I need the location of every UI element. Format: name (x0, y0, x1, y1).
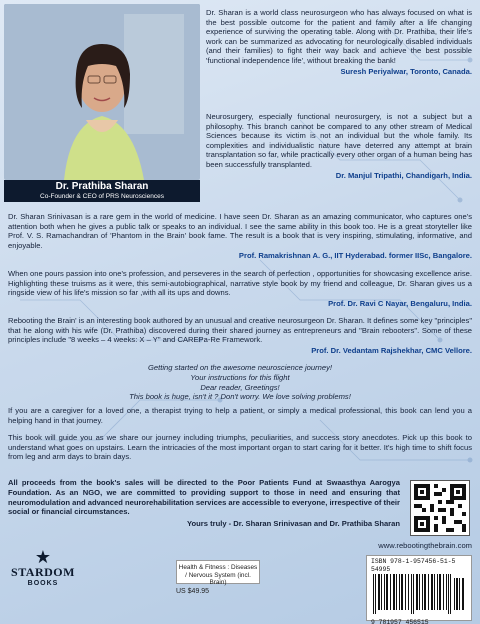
testimonial-text: When one pours passion into one's profession, and perseveres in the search of perfection , opportunities for showcasing excellence arise. Highlighting these truisms as it were, this semi-autobiographical, narrative style book by my friend and colleague, Dr. Sharan gives us a ringside view of his life's mission so far ,with all its ups and downs. (8, 269, 472, 298)
proceeds-text: All proceeds from the book's sales will be directed to the Poor Patients Fund at Swaasthya Aarogya Foundation. As an NGO, we are committed to providing support to those in need and ensuring that neuromodulation and advanced neurorehabilitation services are accessible to everyone, irrespective of their social or financial circumstances. (8, 478, 400, 517)
website-link[interactable]: www.rebootingthebrain.com (378, 541, 472, 550)
proceeds-notice (8, 478, 400, 538)
barcode-digits: 9 781957 456515 (371, 619, 429, 624)
isbn (371, 558, 467, 574)
intro-lines (20, 363, 460, 402)
qr-code[interactable] (410, 480, 470, 536)
barcode-bars (371, 574, 467, 614)
star-icon: ★ (34, 547, 52, 567)
author-role: Co-Founder & CEO of PRS Neurosciences (40, 193, 164, 200)
author-caption (4, 180, 200, 202)
testimonial-attribution: Suresh Periyalwar, Toronto, Canada. (340, 66, 472, 76)
testimonial-text: Rebooting the Brain' is an interesting book authored by an unusual and creative neurosurgeon Dr. Sharan. It defines some key "principles" that he along with his wife (Dr. Prathiba) discovered during their shared journey as entrepreneurs and "Brain rebooters". Some of these principles include "8 weeks – 4 weeks: X – Y" and CAREPa-Re Framework. (8, 316, 473, 345)
price-code: 54995 (371, 566, 391, 573)
signoff: Yours truly - Dr. Sharan Srinivasan and Dr. Prathiba Sharan (187, 519, 400, 529)
intro-line: Dear reader, Greetings! (200, 382, 280, 392)
testimonial-1 (206, 8, 472, 77)
publisher-sub: BOOKS (27, 580, 59, 587)
publisher-logo (8, 548, 78, 608)
intro-line: This book is huge, isn't it ? Don't worry. We love solving problems! (129, 392, 351, 402)
publisher-name: STARDOM (11, 565, 75, 579)
testimonial-4 (8, 269, 472, 309)
testimonial-3 (8, 212, 472, 261)
testimonial-attribution: Dr. Manjul Tripathi, Chandigarh, India. (335, 170, 472, 180)
body-paragraph-2: This book will guide you as we share our journey including triumphs, peculiarities, and success story anecdotes. Pick up this book to understand what goes on upstairs. Learn the intricacies of the most important organ to start caring for it better. It's high time to shift focus from leg and arm days to brain days. (8, 433, 472, 462)
intro-line: Getting started on the awesome neuroscience journey! (147, 363, 333, 372)
price: US $49.95 (176, 588, 210, 595)
body-paragraph-1: If you are a caregiver for a loved one, a therapist trying to help a patient, or simply a medical professional, this book can lend you a helping hand in that journey. (8, 406, 472, 425)
intro-line: Your instructions for this flight (190, 372, 290, 382)
testimonial-text: Dr. Sharan Srinivasan is a rare gem in the world of medicine. I have seen Dr. Sharan as an amazing communicator, who captures one's attention both when he gives a public talk or speaks to an individual. I see the same ability in this book too. He is a great storyteller like Prof. V. S. Ramachandran of 'Phantom in the Brain' book fame. The result is a book that is very inspiring, stimulating, informative, and enjoyable. (8, 212, 472, 250)
author-name: Dr. Prathiba Sharan (55, 181, 149, 192)
testimonial-text: Neurosurgery, especially functional neurosurgery, is not a subject but a philosophy. This branch cannot be compared to any other stream of Medical Sciences because its victim is not an individual but the whole family. Its complexities and individualistic nature have deterred any attempt at brain transplantation so far, while practically every other organ of a human being has been successfully transplanted. (206, 112, 472, 169)
testimonial-5 (8, 316, 472, 356)
testimonial-2 (206, 112, 472, 181)
barcode (366, 555, 472, 624)
testimonial-text: Dr. Sharan is a world class neurosurgeon who has always focused on what is the best possible outcome for the patient and family after a life changing experience of surviving the operating table. Along with Dr. Prathiba, their life's work can be summarized as advocating for neurologically disabled individuals (and their families) to fight their way back and achieve the best possible 'functional independence life', without breaking the bank! (206, 8, 472, 65)
testimonial-attribution: Prof. Dr. Vedantam Rajshekhar, CMC Vellore. (311, 345, 472, 355)
isbn-number: ISBN 978-1-957456-51-5 (371, 558, 456, 565)
category-label: Health & Fitness : Diseases / Nervous System (incl. Brain) (176, 560, 260, 584)
testimonial-attribution: Prof. Ramakrishnan A. G., IIT Hyderabad. former IISc, Bangalore. (238, 251, 472, 261)
testimonial-attribution: Prof. Dr. Ravi C Nayar, Bengaluru, India. (328, 298, 472, 308)
author-photo (4, 4, 200, 180)
